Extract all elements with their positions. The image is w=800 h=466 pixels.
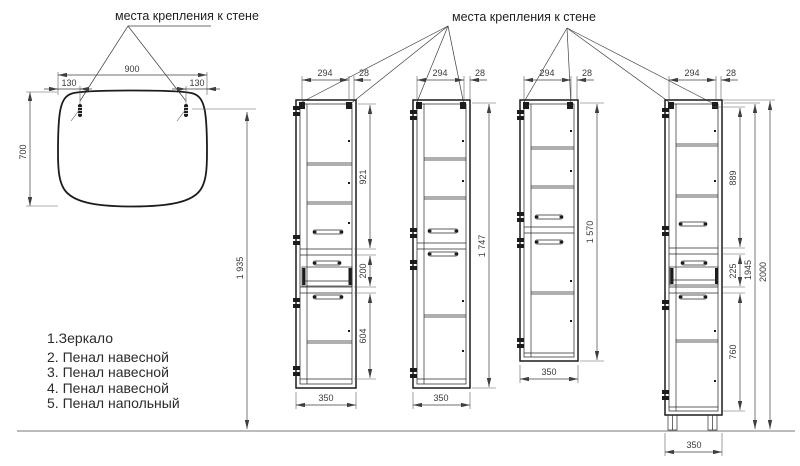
dim-label-c3-mount-span: 294 <box>432 68 448 78</box>
cabinet-2 <box>293 100 356 388</box>
cabinet-4-mount-brackets <box>523 102 573 109</box>
dim-label-c2-mount-span: 294 <box>317 68 333 78</box>
cabinet-3-mount-brackets <box>416 102 466 109</box>
dim-label-c5-edge: 28 <box>725 68 737 78</box>
dim-label-c2-upper: 921 <box>358 169 368 185</box>
legend-item-1: 1.Зеркало <box>47 330 114 346</box>
cabinet-2-shelf-pins <box>348 140 350 332</box>
dim-label-c5-middle: 225 <box>728 263 738 279</box>
cabinet-3-shelf-pins <box>462 140 464 352</box>
dim-label-c3-height: 1 747 <box>477 234 487 258</box>
cabinet-3 <box>410 100 470 388</box>
dim-label-c5-mount-span: 294 <box>684 68 700 78</box>
dim-mount-to-floor <box>192 109 256 429</box>
cabinet-5-mount-brackets <box>668 102 718 109</box>
wall-mount-label-right-text: места крепления к стене <box>452 10 596 24</box>
dim-mirror-offset-right <box>172 78 220 89</box>
dim-label-c5-body-height: 1945 <box>743 259 753 281</box>
dim-label-mount-to-floor: 1 935 <box>235 256 245 280</box>
dim-label-mirror-height: 700 <box>18 144 28 160</box>
dim-label-mirror-offset-right: 130 <box>189 78 205 88</box>
wall-mount-label-left-text: места крепления к стене <box>115 9 259 23</box>
dim-label-c4-mount-span: 294 <box>539 68 555 78</box>
dim-mirror-height <box>18 92 58 206</box>
dim-label-c5-lower: 760 <box>728 344 738 360</box>
dim-label-c2-middle: 200 <box>358 263 368 279</box>
wall-mount-label-left <box>80 9 259 101</box>
legend-item-2: 2. Пенал навесной <box>47 349 169 365</box>
wall-mount-label-right <box>302 10 716 105</box>
cabinet-5 <box>662 100 722 430</box>
legend-item-5: 5. Пенал напольный <box>47 395 180 411</box>
cabinet-4-shelf-pins <box>570 130 572 322</box>
dim-label-c2-width: 350 <box>318 393 334 403</box>
dim-label-mirror-offset-left: 130 <box>61 78 77 88</box>
legend <box>47 330 180 411</box>
cabinet-5-legs <box>668 415 717 430</box>
dim-label-c4-edge: 28 <box>581 68 593 78</box>
dim-label-c4-height: 1 570 <box>585 220 595 244</box>
dim-cabinet-2 <box>296 68 376 409</box>
dim-cabinet-3 <box>413 68 496 409</box>
dim-mirror-offset-left <box>44 78 92 89</box>
dim-label-c5-total-height: 2000 <box>758 261 768 283</box>
dim-cabinet-4 <box>520 68 604 383</box>
dim-label-c3-edge: 28 <box>474 68 486 78</box>
dim-label-c5-width: 350 <box>686 440 702 450</box>
dim-label-c2-lower: 604 <box>358 328 368 344</box>
cabinet-4 <box>517 100 578 361</box>
legend-item-4: 4. Пенал навесной <box>47 380 169 396</box>
dim-label-mirror-width: 900 <box>124 64 140 74</box>
cabinet-5-shelf-pins <box>714 130 716 382</box>
dim-label-c2-edge: 28 <box>358 68 370 78</box>
dim-label-c5-upper: 889 <box>728 170 738 186</box>
dim-label-c3-width: 350 <box>433 393 449 403</box>
dim-label-c4-width: 350 <box>541 367 557 377</box>
legend-item-3: 3. Пенал навесной <box>47 364 169 380</box>
